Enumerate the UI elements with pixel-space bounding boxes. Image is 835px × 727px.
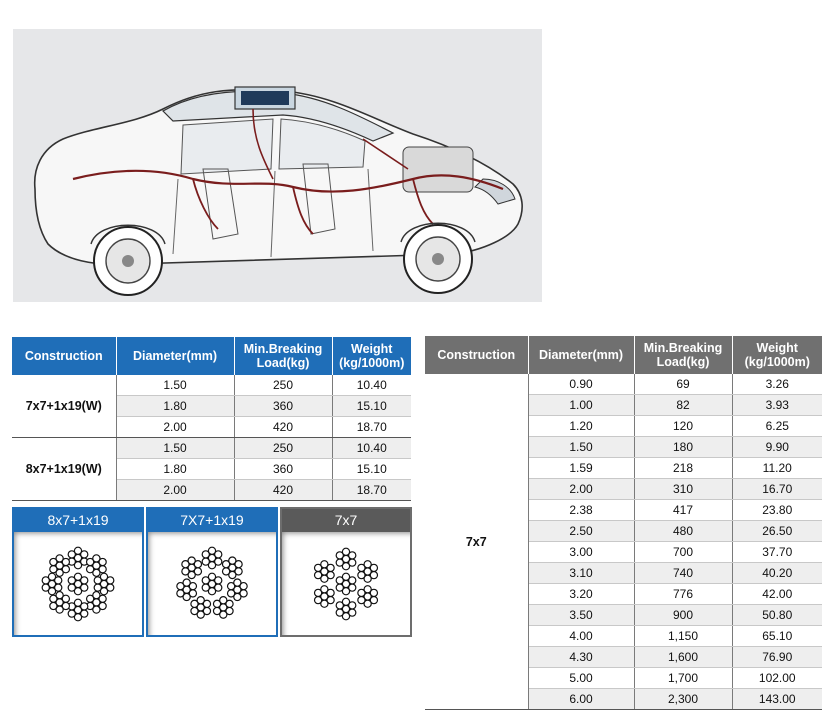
wire-circle — [370, 589, 377, 596]
weight-cell: 18.70 — [332, 417, 411, 438]
diameter-cell: 2.00 — [528, 479, 634, 500]
wire-circle — [50, 602, 57, 609]
wire-circle — [213, 607, 220, 614]
wire-circle — [226, 600, 233, 607]
breaking-load-cell: 250 — [234, 438, 332, 459]
wire-circle — [107, 577, 114, 584]
wire-circle — [177, 590, 184, 597]
diameter-cell: 2.00 — [116, 480, 234, 501]
construction-cell: 8x7+1x19(W) — [12, 438, 116, 501]
wire-circle — [81, 603, 88, 610]
wire-circle — [194, 561, 201, 568]
diameter-cell: 5.00 — [528, 668, 634, 689]
weight-cell: 9.90 — [732, 437, 822, 458]
left-spec-table — [12, 337, 411, 501]
weight-cell: 65.10 — [732, 626, 822, 647]
table-row — [12, 375, 411, 396]
breaking-load-cell: 420 — [234, 417, 332, 438]
weight-cell: 3.93 — [732, 395, 822, 416]
breaking-load-cell: 700 — [634, 542, 732, 563]
construction-cell: 7x7 — [425, 374, 528, 710]
weight-cell: 6.25 — [732, 416, 822, 437]
diameter-cell: 1.50 — [528, 437, 634, 458]
weight-cell: 11.20 — [732, 458, 822, 479]
breaking-load-cell: 82 — [634, 395, 732, 416]
diameter-cell: 6.00 — [528, 689, 634, 710]
breaking-load-cell: 740 — [634, 563, 732, 584]
diameter-cell: 1.80 — [116, 459, 234, 480]
wire-circle — [191, 607, 198, 614]
weight-cell: 23.80 — [732, 500, 822, 521]
wire-circle — [94, 584, 101, 591]
wire-circle — [99, 595, 106, 602]
table-row — [12, 438, 411, 459]
wire-circle — [358, 597, 365, 604]
header-weight: Weight (kg/1000m) — [332, 337, 411, 375]
header-diameter: Diameter(mm) — [116, 337, 234, 375]
header-diameter: Diameter(mm) — [528, 336, 634, 374]
weight-cell: 40.20 — [732, 563, 822, 584]
card-title: 7x7 — [282, 509, 410, 532]
wire-circle — [42, 584, 49, 591]
cable-card-7x7-1x19 — [146, 507, 278, 637]
weight-cell: 102.00 — [732, 668, 822, 689]
car-illustration — [13, 29, 542, 302]
wire-circle — [81, 551, 88, 558]
wire-circle — [202, 558, 209, 565]
breaking-load-cell: 180 — [634, 437, 732, 458]
wire-circle — [222, 568, 229, 575]
diameter-cell: 4.00 — [528, 626, 634, 647]
diameter-cell: 1.00 — [528, 395, 634, 416]
card-title: 7X7+1x19 — [148, 509, 276, 532]
weight-cell: 15.10 — [332, 459, 411, 480]
header-construction: Construction — [12, 337, 116, 375]
wire-circle — [202, 584, 209, 591]
right-spec-table — [425, 336, 822, 710]
wire-circle — [182, 568, 189, 575]
wire-circle — [203, 600, 210, 607]
diameter-cell: 3.00 — [528, 542, 634, 563]
diameter-cell: 3.50 — [528, 605, 634, 626]
breaking-load-cell: 360 — [234, 459, 332, 480]
wire-circle — [228, 590, 235, 597]
wire-circle — [87, 566, 94, 573]
breaking-load-cell: 480 — [634, 521, 732, 542]
diameter-cell: 2.00 — [116, 417, 234, 438]
wire-circle — [349, 602, 356, 609]
breaking-load-cell: 1,600 — [634, 647, 732, 668]
wire-circle — [327, 564, 334, 571]
right-table-body — [425, 374, 822, 710]
wire-circle — [50, 566, 57, 573]
weight-cell: 16.70 — [732, 479, 822, 500]
breaking-load-cell: 420 — [234, 480, 332, 501]
breaking-load-cell: 2,300 — [634, 689, 732, 710]
wire-circle — [215, 577, 222, 584]
diameter-cell: 3.10 — [528, 563, 634, 584]
diameter-cell: 1.50 — [116, 438, 234, 459]
breaking-load-cell: 1,150 — [634, 626, 732, 647]
wire-circle — [235, 561, 242, 568]
wire-circle — [55, 577, 62, 584]
wire-circle — [99, 558, 106, 565]
diameter-cell: 4.30 — [528, 647, 634, 668]
card-title: 8x7+1x19 — [14, 509, 142, 532]
wire-circle — [189, 583, 196, 590]
breaking-load-cell: 417 — [634, 500, 732, 521]
diameter-cell: 0.90 — [528, 374, 634, 395]
left-table-header-row — [12, 337, 411, 375]
breaking-load-cell: 776 — [634, 584, 732, 605]
car-wiring-graphic — [13, 29, 542, 302]
right-table-header-row — [425, 336, 822, 374]
cable-cross-section-icon — [282, 532, 410, 635]
breaking-load-cell: 360 — [234, 396, 332, 417]
wire-circle — [68, 584, 75, 591]
wire-circle — [349, 577, 356, 584]
wire-circle — [370, 564, 377, 571]
weight-cell: 37.70 — [732, 542, 822, 563]
header-weight: Weight (kg/1000m) — [732, 336, 822, 374]
wire-circle — [62, 595, 69, 602]
wire-circle — [349, 552, 356, 559]
weight-cell: 10.40 — [332, 375, 411, 396]
wire-circle — [358, 572, 365, 579]
breaking-load-cell: 250 — [234, 375, 332, 396]
breaking-load-cell: 218 — [634, 458, 732, 479]
weight-cell: 3.26 — [732, 374, 822, 395]
weight-cell: 18.70 — [332, 480, 411, 501]
breaking-load-cell: 1,700 — [634, 668, 732, 689]
cable-cross-section-icon — [148, 532, 276, 635]
weight-cell: 15.10 — [332, 396, 411, 417]
breaking-load-cell: 310 — [634, 479, 732, 500]
wire-circle — [62, 558, 69, 565]
breaking-load-cell: 69 — [634, 374, 732, 395]
cable-card-7x7 — [280, 507, 412, 637]
wire-circle — [240, 583, 247, 590]
header-construction: Construction — [425, 336, 528, 374]
diameter-cell: 1.80 — [116, 396, 234, 417]
diameter-cell: 2.50 — [528, 521, 634, 542]
header-min-breaking-load: Min.Breaking Load(kg) — [634, 336, 732, 374]
wire-circle — [81, 577, 88, 584]
header-min-breaking-load: Min.Breaking Load(kg) — [234, 337, 332, 375]
weight-cell: 143.00 — [732, 689, 822, 710]
wire-circle — [68, 610, 75, 617]
diameter-cell: 1.59 — [528, 458, 634, 479]
weight-cell: 76.90 — [732, 647, 822, 668]
breaking-load-cell: 900 — [634, 605, 732, 626]
wire-circle — [336, 559, 343, 566]
wire-circle — [336, 609, 343, 616]
diameter-cell: 2.38 — [528, 500, 634, 521]
construction-cell: 7x7+1x19(W) — [12, 375, 116, 438]
weight-cell: 42.00 — [732, 584, 822, 605]
diameter-cell: 3.20 — [528, 584, 634, 605]
diameter-cell: 1.20 — [528, 416, 634, 437]
weight-cell: 50.80 — [732, 605, 822, 626]
wire-circle — [315, 597, 322, 604]
cable-cross-section-icon — [14, 532, 142, 635]
cable-card-8x7-1x19 — [12, 507, 144, 637]
table-row — [425, 374, 822, 395]
wire-circle — [327, 589, 334, 596]
diameter-cell: 1.50 — [116, 375, 234, 396]
weight-cell: 26.50 — [732, 521, 822, 542]
wire-circle — [336, 584, 343, 591]
breaking-load-cell: 120 — [634, 416, 732, 437]
wire-circle — [215, 551, 222, 558]
wire-circle — [315, 572, 322, 579]
weight-cell: 10.40 — [332, 438, 411, 459]
